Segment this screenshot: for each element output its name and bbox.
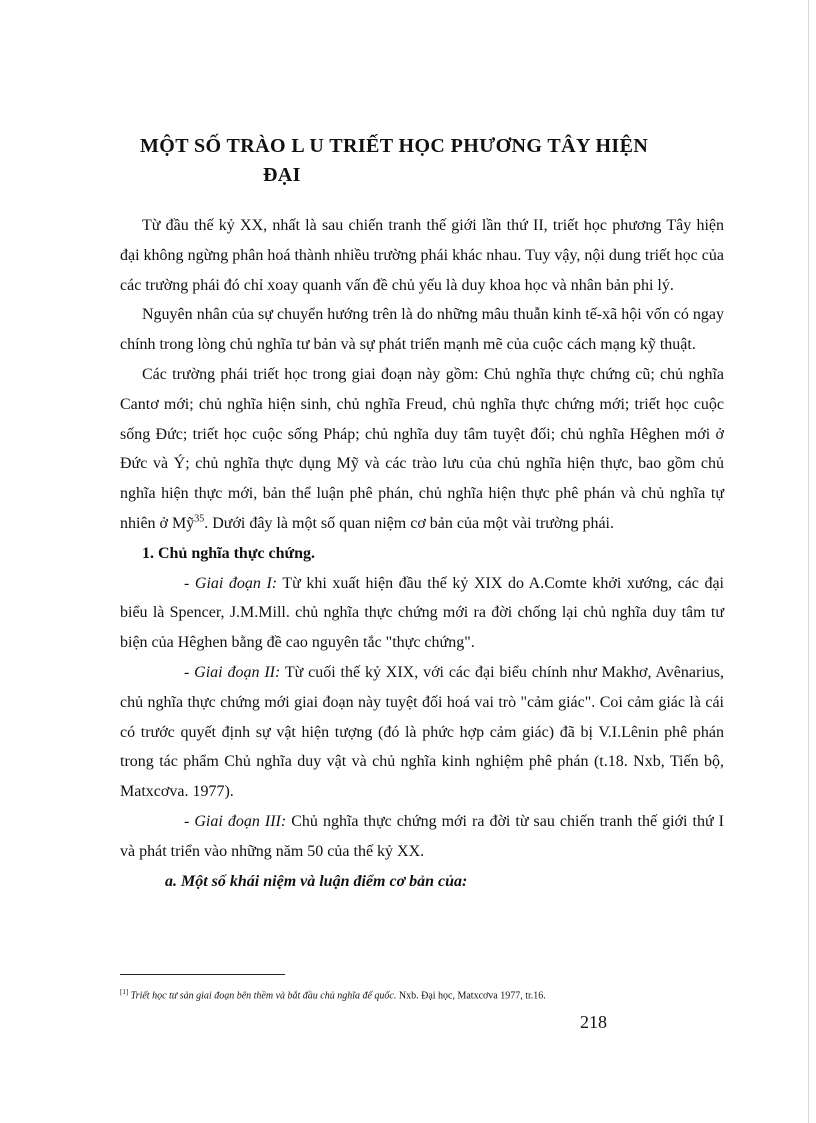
page-number: 218 [580,1012,607,1032]
stage-3-label: - Giai đoạn III: [184,812,287,830]
paragraph-schools-text: Các trường phái triết học trong giai đoạn này gồm: Chủ nghĩa thực chứng cũ; chủ nghĩa Cantơ mới; chủ nghĩa hiện sinh, chủ nghĩa Freud, chủ nghĩa thực chứng mới; triết học cuộc sống Đức; triết học cuộc sống Pháp; chủ nghĩa duy tâm tuyệt đối; chủ nghĩa Hêghen mới ở Đức và Ý; chủ nghĩa thực dụng Mỹ và các trào lưu của chủ nghĩa hiện thực, bao gồm chủ nghĩa hiện thực mới, bản thể luận phê phán, chủ nghĩa hiện thực phê phán và chủ nghĩa tự nhiên ở Mỹ [120,365,724,532]
paragraph-stage-2 [120,658,724,807]
paragraph-cause: Nguyên nhân của sự chuyển hướng trên là do những mâu thuẫn kinh tế-xã hội vốn có ngay chính trong lòng chủ nghĩa tư bản và sự phát triển mạnh mẽ của cuộc cách mạng kỹ thuật. [120,306,724,354]
paragraph-intro: Từ đầu thế kỷ XX, nhất là sau chiến tranh thế giới lần thứ II, triết học phương Tây hiện đại không ngừng phân hoá thành nhiều trường phái khác nhau. Tuy vậy, nội dung triết học của các trường phái đó chỉ xoay quanh vấn đề chủ yếu là duy khoa học và nhân bản phi lý. [120,217,724,294]
footnote [120,985,730,1003]
footnote-publisher: Nxb. Đại học, Matxcơva 1977, tr.16. [396,990,546,1002]
document-body [120,211,724,896]
reference-superscript: 35 [194,513,205,525]
footnote-divider [120,974,285,975]
chapter-title [140,132,740,190]
footnote-title: Triết học tư sản giai đoạn bên thềm và bắt đầu chủ nghĩa đế quốc. [128,990,397,1002]
paragraph-stage-3 [120,807,724,867]
section-heading-positivism: 1. Chủ nghĩa thực chứng. [142,544,316,562]
footnote-ref: [1] [120,988,129,996]
stage-2-label: - Giai đoạn II: [184,663,281,681]
chapter-title-line-1: MỘT SỐ TRÀO L U TRIẾT HỌC PHƯƠNG TÂY HIỆN [140,135,649,157]
subsection-heading: a. Một số khái niệm và luận điểm cơ bản của: [165,872,468,890]
stage-1-text: Từ khi xuất hiện đầu thế kỷ XIX do A.Comte khởi xướng, các đại biểu là Spencer, J.M.Mill. chủ nghĩa thực chứng mới ra đời chống lại chủ nghĩa duy tâm tư biện của Hêghen bằng đề cao nguyên tắc "thực chứng". [120,574,724,652]
stage-3-text: Chủ nghĩa thực chứng mới ra đời từ sau chiến tranh thế giới thứ I và phát triển vào những năm 50 của thế kỷ XX. [120,812,724,860]
paragraph-schools-end: . Dưới đây là một số quan niệm cơ bản của một vài trường phái. [204,514,614,532]
paragraph-stage-1 [120,569,724,658]
stage-2-text: Từ cuối thế kỷ XIX, với các đại biểu chính như Makhơ, Avênarius, chủ nghĩa thực chứng mới giai đoạn này tuyệt đối hoá vai trò "cảm giác". Coi cảm giác là cái có trước quyết định sự vật hiện tượng (đó là phức hợp cảm giác) đã bị V.I.Lênin phê phán trong tác phẩm Chủ nghĩa duy vật và chủ nghĩa kinh nghiệm phê phán (t.18. Nxb, Tiến bộ, Matxcơva. 1977). [120,663,725,801]
stage-1-label: - Giai đoạn I: [184,574,278,592]
chapter-title-line-2: ĐẠI [263,164,301,186]
page-edge-line [808,0,809,1123]
paragraph-schools [120,360,724,539]
